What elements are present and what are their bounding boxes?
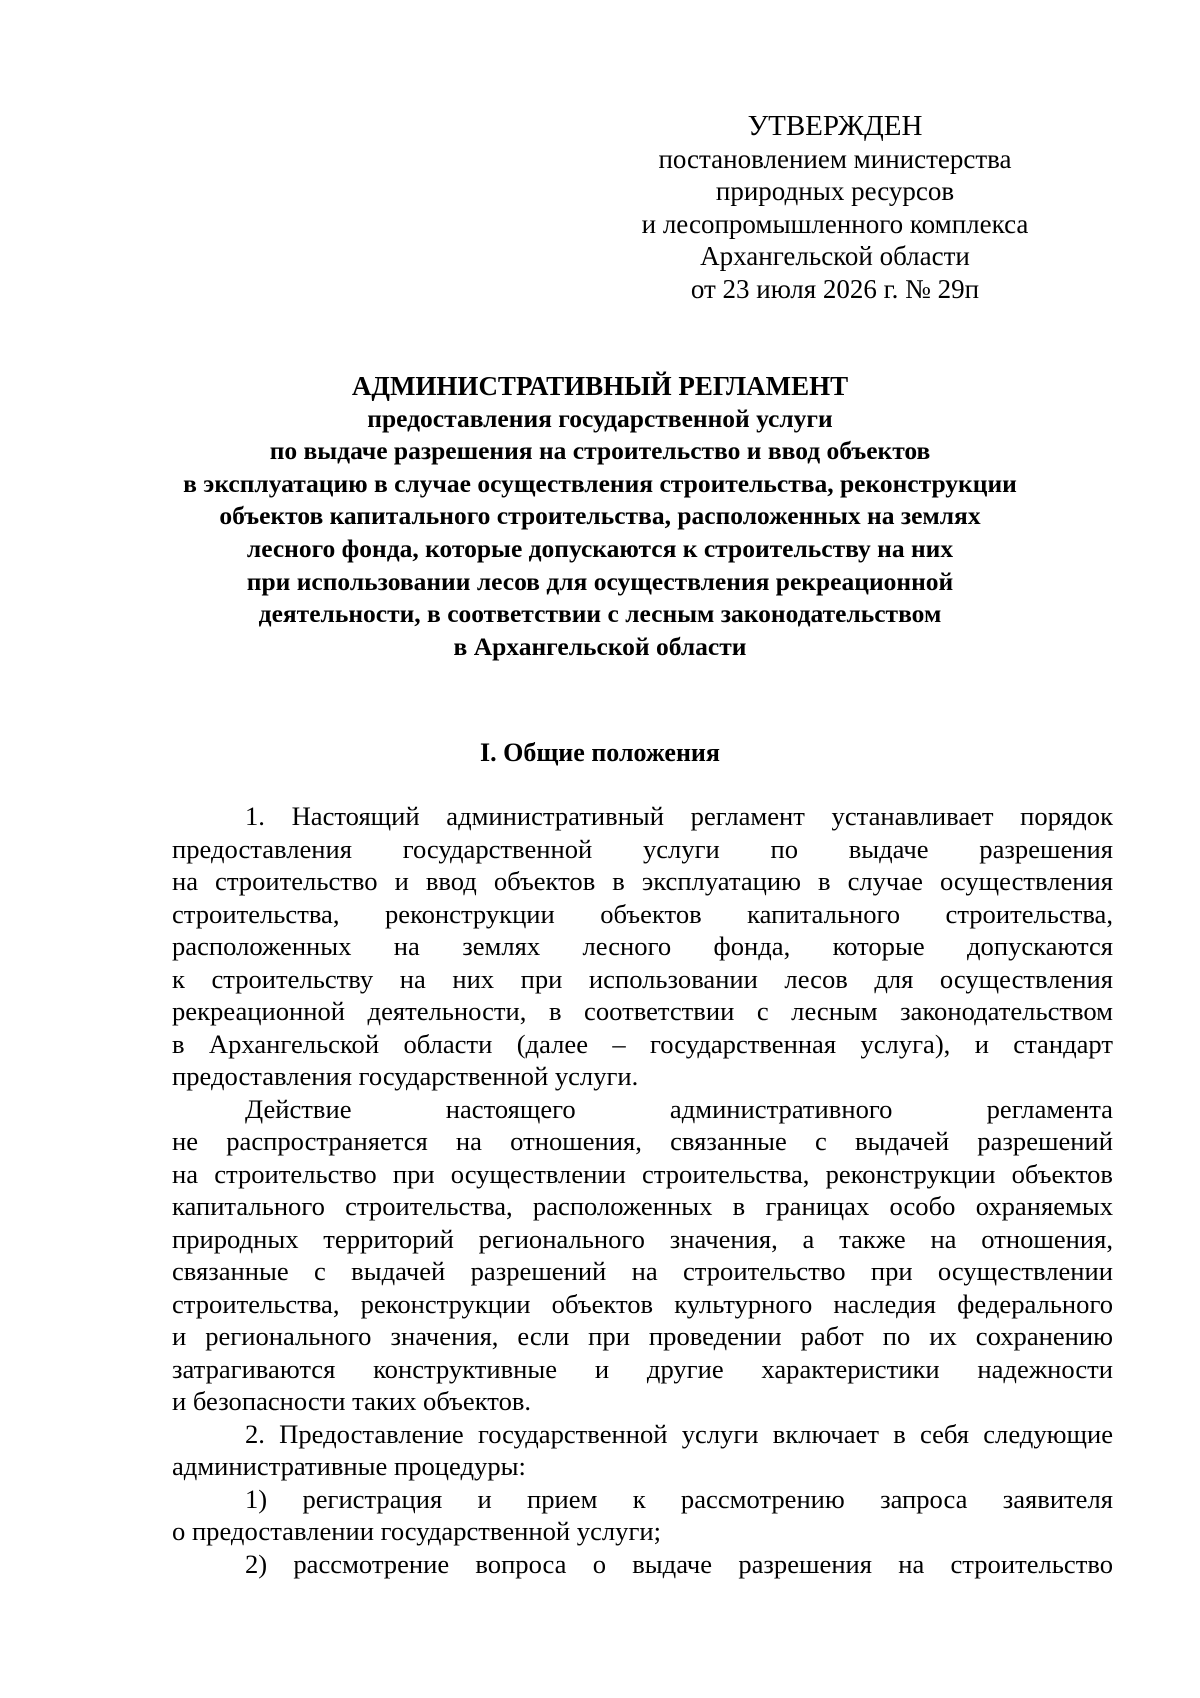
approval-heading: УТВЕРЖДЕН xyxy=(747,110,923,142)
paragraph-line: рекреационной деятельности, в соответствии с лесным законодательством xyxy=(172,996,1113,1026)
title-line: по выдаче разрешения на строительство и ввод объектов xyxy=(269,436,931,466)
paragraph-line: предоставления государственной услуги. xyxy=(172,1061,639,1091)
paragraph-line: в Архангельской области (далее – государственная услуга), и стандарт xyxy=(172,1028,1113,1059)
paragraph-line: капитального строительства, расположенных в границах особо охраняемых xyxy=(172,1191,1113,1221)
section-heading: I. Общие положения xyxy=(480,738,720,767)
paragraph-line: 2. Предоставление государственной услуги включает в себя следующие xyxy=(245,1418,1113,1449)
approval-line: природных ресурсов xyxy=(715,176,955,206)
paragraph-line: Действие настоящего административного регламента xyxy=(245,1093,1113,1124)
paragraph-line: затрагиваются конструктивные и другие характеристики надежности xyxy=(172,1353,1113,1384)
list-item-line: 1) регистрация и прием к рассмотрению запроса заявителя xyxy=(245,1483,1113,1514)
paragraph-line: не распространяется на отношения, связанные с выдачей разрешений xyxy=(172,1126,1113,1156)
title-line: объектов капитального строительства, расположенных на землях xyxy=(219,501,981,531)
approval-stamp-block xyxy=(620,110,1050,305)
approval-line: и лесопромышленного комплекса xyxy=(641,208,1029,239)
paragraph-line: на строительство и ввод объектов в эксплуатацию в случае осуществления xyxy=(172,866,1113,896)
list-item-line: 2) рассмотрение вопроса о выдаче разрешения на строительство xyxy=(245,1548,1113,1579)
paragraph-line: предоставления государственной услуги по выдаче разрешения xyxy=(172,833,1113,864)
paragraph-line: и безопасности таких объектов. xyxy=(172,1386,532,1416)
title-line: в эксплуатацию в случае осуществления строительства, реконструкции xyxy=(183,468,1017,498)
paragraph-line: административные процедуры: xyxy=(172,1451,526,1481)
paragraph-line: на строительство при осуществлении строительства, реконструкции объектов xyxy=(172,1158,1113,1189)
approval-line: Архангельской области xyxy=(700,241,970,271)
paragraph-line: связанные с выдачей разрешений на строительство при осуществлении xyxy=(172,1256,1113,1286)
paragraph-line: строительства, реконструкции объектов культурного наследия федерального xyxy=(172,1288,1113,1319)
document-title xyxy=(140,370,1060,663)
paragraph-line: 1. Настоящий административный регламент устанавливает порядок xyxy=(245,801,1113,831)
title-line: в Архангельской области xyxy=(453,631,747,661)
approval-line: постановлением министерства xyxy=(658,143,1012,174)
paragraph-line: природных территорий регионального значения, а также на отношения, xyxy=(172,1223,1113,1254)
list-item-line: о предоставлении государственной услуги; xyxy=(172,1516,661,1546)
title-line: деятельности, в соответствии с лесным законодательством xyxy=(258,599,942,629)
title-main: АДМИНИСТРАТИВНЫЙ РЕГЛАМЕНТ xyxy=(351,371,849,401)
body-text xyxy=(172,800,1113,1580)
title-line: при использовании лесов для осуществления рекреационной xyxy=(246,566,954,596)
title-line: предоставления государственной услуги xyxy=(367,403,833,433)
title-line: лесного фонда, которые допускаются к строительству на них xyxy=(246,533,954,563)
paragraph-line: и регионального значения, если при проведении работ по их сохранению xyxy=(172,1321,1113,1351)
paragraph-line: к строительству на них при использовании лесов для осуществления xyxy=(172,963,1113,994)
approval-date: от 23 июля 2026 г. № 29п xyxy=(690,273,980,304)
paragraph-line: строительства, реконструкции объектов капитального строительства, xyxy=(172,898,1113,929)
paragraph-line: расположенных на землях лесного фонда, которые допускаются xyxy=(172,931,1113,961)
